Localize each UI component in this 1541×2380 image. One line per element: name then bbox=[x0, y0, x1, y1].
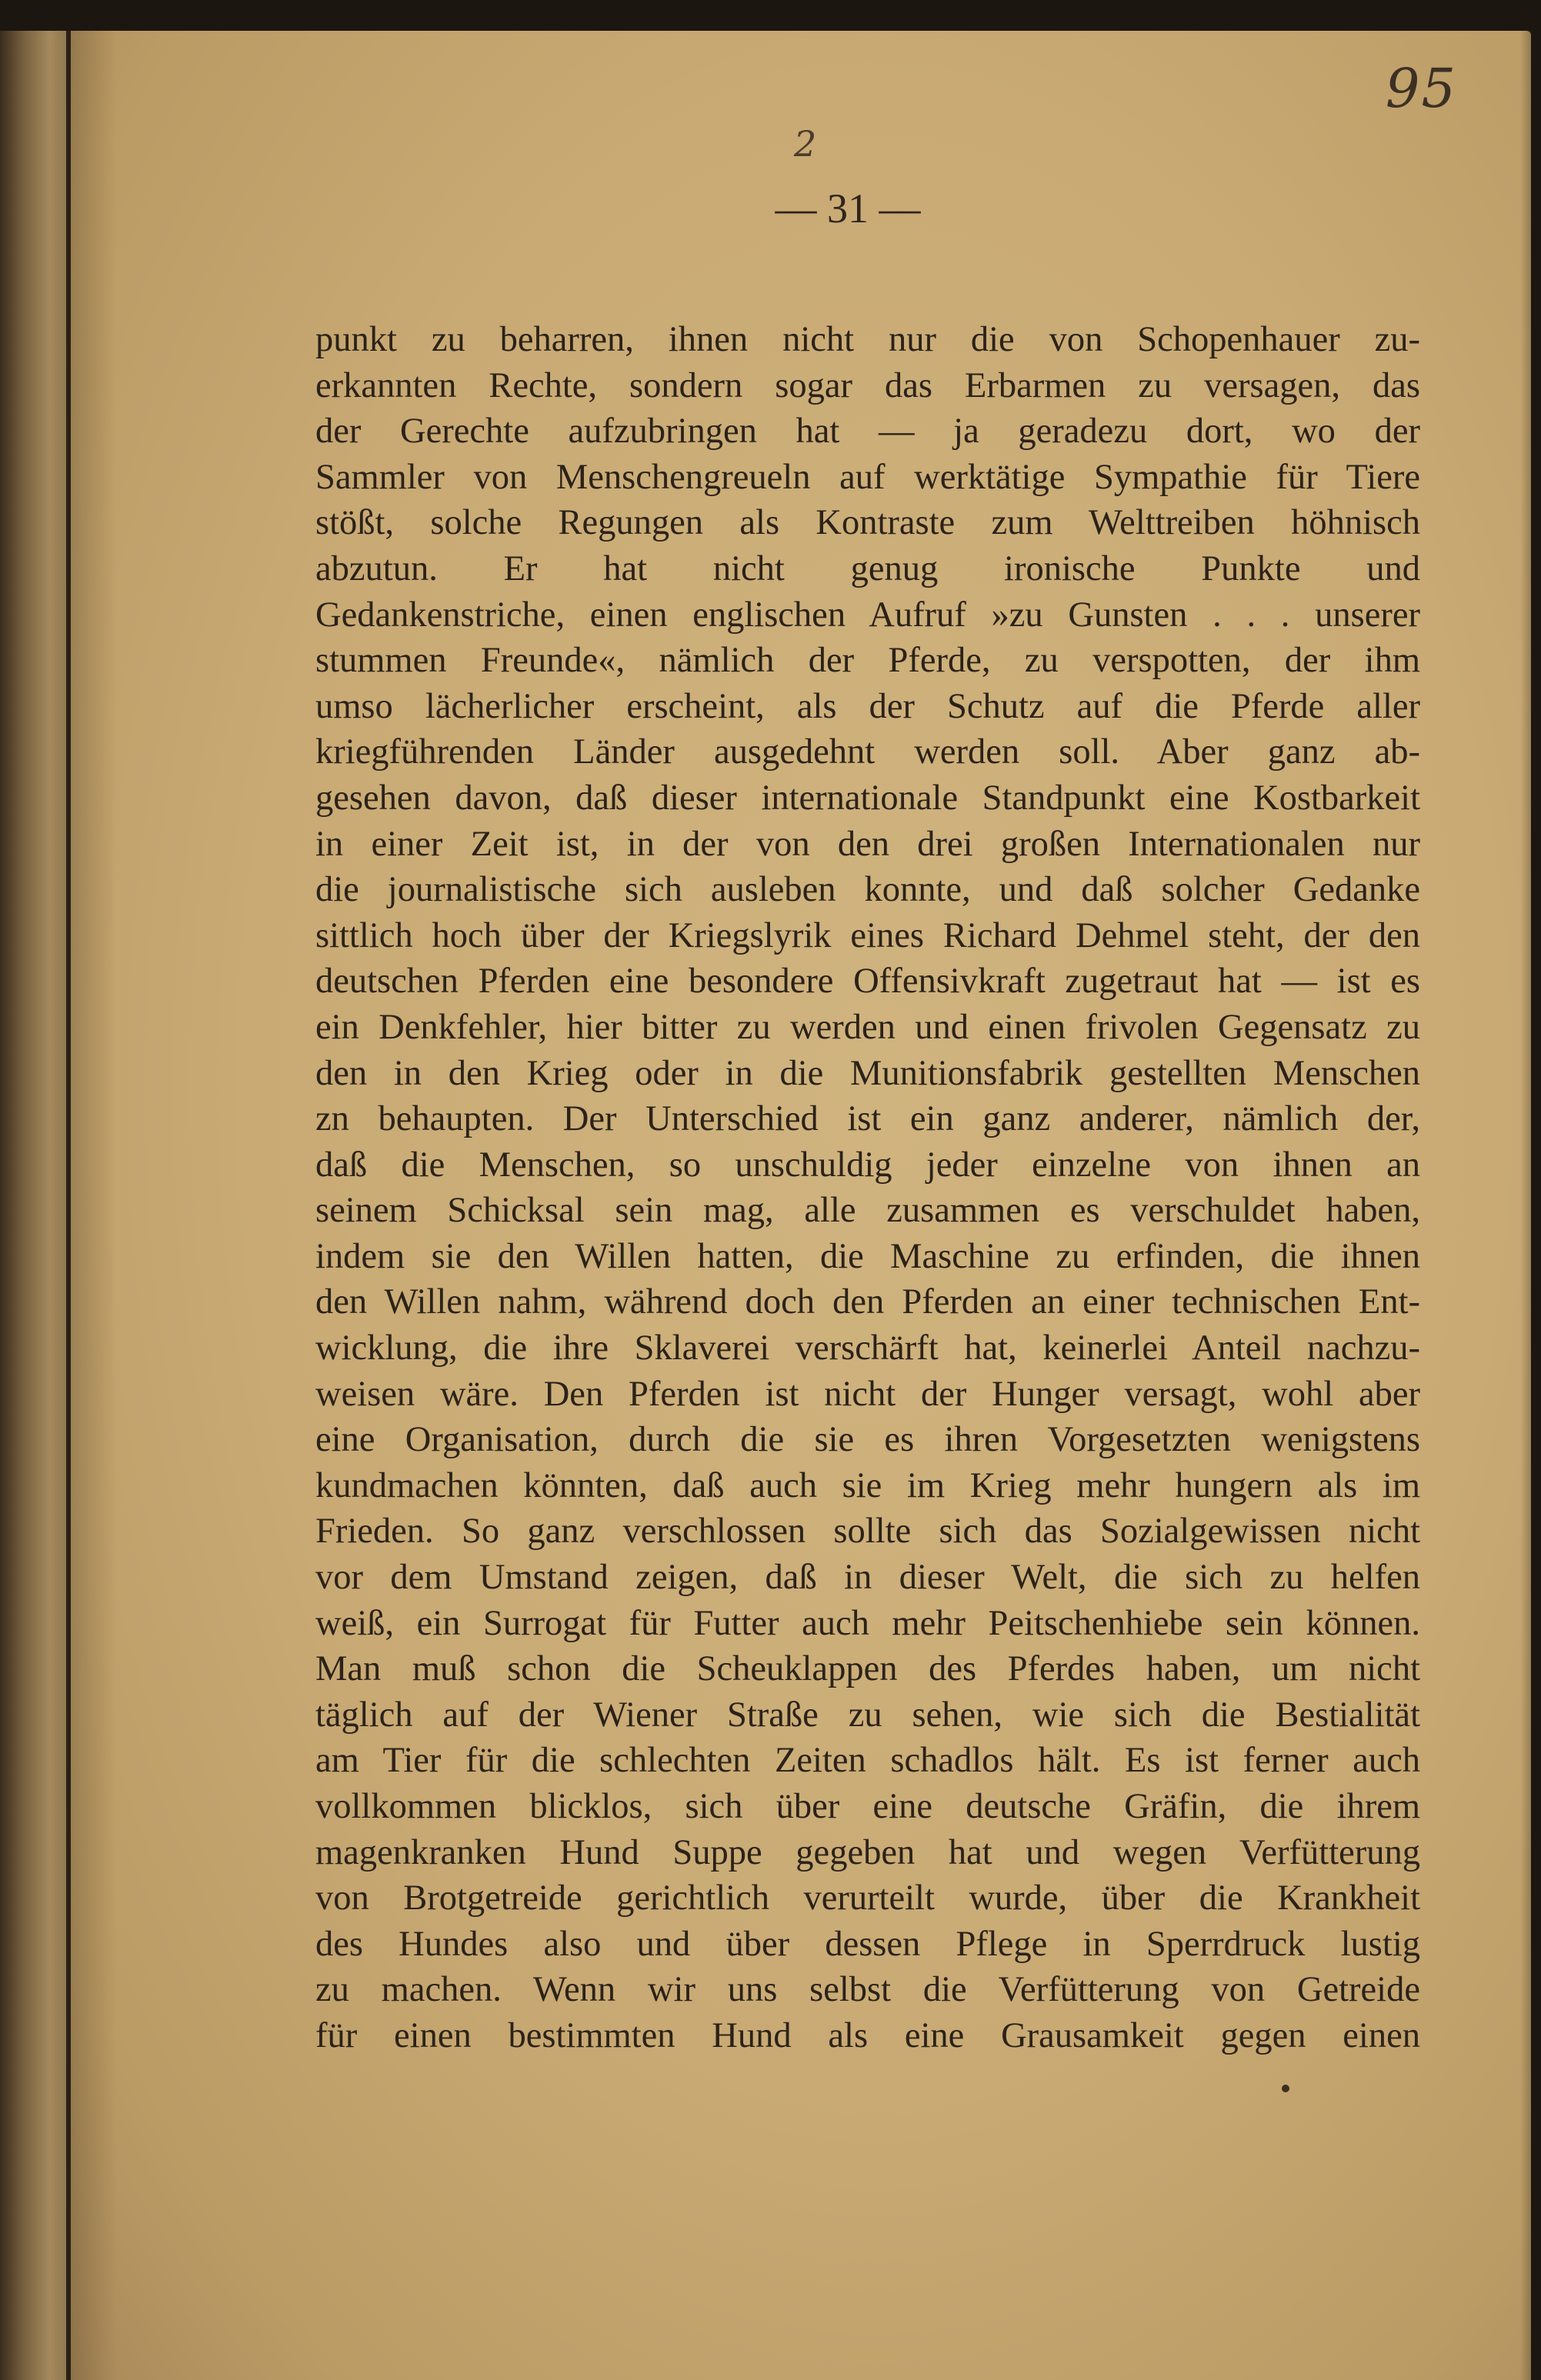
text-line: Man muß schon die Scheuklappen des Pferdes haben, um nicht bbox=[315, 1649, 1420, 1689]
text-line: umso lächerlicher erscheint, als der Schutz auf die Pferde aller bbox=[315, 686, 1420, 726]
text-line: täglich auf der Wiener Straße zu sehen, wie sich die Bestialität bbox=[315, 1695, 1420, 1735]
text-line: Frieden. So ganz verschlossen sollte sich das Sozialgewissen nicht bbox=[315, 1512, 1420, 1552]
text-line: Sammler von Menschengreueln auf werktätige Sympathie für Tiere bbox=[315, 457, 1420, 497]
book-page bbox=[71, 31, 1531, 2380]
text-line: erkannten Rechte, sondern sogar das Erbarmen zu versagen, das bbox=[315, 365, 1420, 405]
text-line: deutschen Pferden eine besondere Offensivkraft zugetraut hat — ist es bbox=[315, 962, 1420, 1002]
text-line: kriegführenden Länder ausgedehnt werden soll. Aber ganz ab- bbox=[315, 732, 1420, 772]
handwritten-folio-number: 95 bbox=[1385, 57, 1457, 120]
text-line: stößt, solche Regungen als Kontraste zum Welttreiben höhnisch bbox=[315, 503, 1420, 543]
text-line: wicklung, die ihre Sklaverei verschärft hat, keinerlei Anteil nachzu- bbox=[315, 1328, 1420, 1368]
text-line: von Brotgetreide gerichtlich verurteilt wurde, über die Krankheit bbox=[315, 1878, 1420, 1918]
text-line: weiß, ein Surrogat für Futter auch mehr Peitschenhiebe sein können. bbox=[315, 1603, 1420, 1643]
text-line: daß die Menschen, so unschuldig jeder einzelne von ihnen an bbox=[315, 1145, 1420, 1185]
text-line: vollkommen blicklos, sich über eine deutsche Gräfin, die ihrem bbox=[315, 1787, 1420, 1826]
text-line: den Willen nahm, während doch den Pferden an einer technischen Ent- bbox=[315, 1282, 1420, 1322]
text-line: ein Denkfehler, hier bitter zu werden und einen frivolen Gegensatz zu bbox=[315, 1007, 1420, 1047]
text-line: Gedankenstriche, einen englischen Aufruf »zu Gunsten . . . unserer bbox=[315, 595, 1420, 635]
text-line: seinem Schicksal sein mag, alle zusammen es verschuldet haben, bbox=[315, 1191, 1420, 1231]
text-line: für einen bestimmten Hund als eine Grausamkeit gegen einen bbox=[315, 2015, 1420, 2055]
body-text bbox=[315, 317, 1420, 2059]
text-line: vor dem Umstand zeigen, daß in dieser Welt, die sich zu helfen bbox=[315, 1558, 1420, 1598]
text-line: indem sie den Willen hatten, die Maschine zu erfinden, die ihnen bbox=[315, 1236, 1420, 1276]
text-line: abzutun. Er hat nicht genug ironische Punkte und bbox=[315, 548, 1420, 588]
handwritten-pencil-mark: 2 bbox=[794, 123, 817, 165]
text-line: punkt zu beharren, ihnen nicht nur die von Schopenhauer zu- bbox=[315, 320, 1420, 359]
text-line: den in den Krieg oder in die Munitionsfabrik gestellten Menschen bbox=[315, 1053, 1420, 1093]
text-line: sittlich hoch über der Kriegslyrik eines Richard Dehmel steht, der den bbox=[315, 915, 1420, 955]
ink-speck bbox=[1282, 2085, 1289, 2092]
text-line: eine Organisation, durch die sie es ihren Vorgesetzten wenigstens bbox=[315, 1420, 1420, 1460]
text-line: weisen wäre. Den Pferden ist nicht der Hunger versagt, wohl aber bbox=[315, 1374, 1420, 1414]
book-spine bbox=[0, 31, 71, 2380]
text-line: des Hundes also und über dessen Pflege in Sperrdruck lustig bbox=[315, 1924, 1420, 1964]
page-number-header: — 31 — bbox=[775, 185, 921, 232]
text-line: die journalistische sich ausleben konnte, und daß solcher Gedanke bbox=[315, 870, 1420, 910]
text-line: der Gerechte aufzubringen hat — ja geradezu dort, wo der bbox=[315, 412, 1420, 452]
text-line: kundmachen könnten, daß auch sie im Krieg mehr hungern als im bbox=[315, 1465, 1420, 1505]
text-line: zu machen. Wenn wir uns selbst die Verfütterung von Getreide bbox=[315, 1970, 1420, 2010]
text-line: magenkranken Hund Suppe gegeben hat und wegen Verfütterung bbox=[315, 1832, 1420, 1872]
text-line: gesehen davon, daß dieser internationale Standpunkt eine Kostbarkeit bbox=[315, 778, 1420, 818]
text-line: in einer Zeit ist, in der von den drei großen Internationalen nur bbox=[315, 824, 1420, 864]
text-line: stummen Freunde«, nämlich der Pferde, zu verspotten, der ihm bbox=[315, 641, 1420, 681]
text-line: zn behaupten. Der Unterschied ist ein ganz anderer, nämlich der, bbox=[315, 1099, 1420, 1139]
text-line: am Tier für die schlechten Zeiten schadlos hält. Es ist ferner auch bbox=[315, 1741, 1420, 1781]
